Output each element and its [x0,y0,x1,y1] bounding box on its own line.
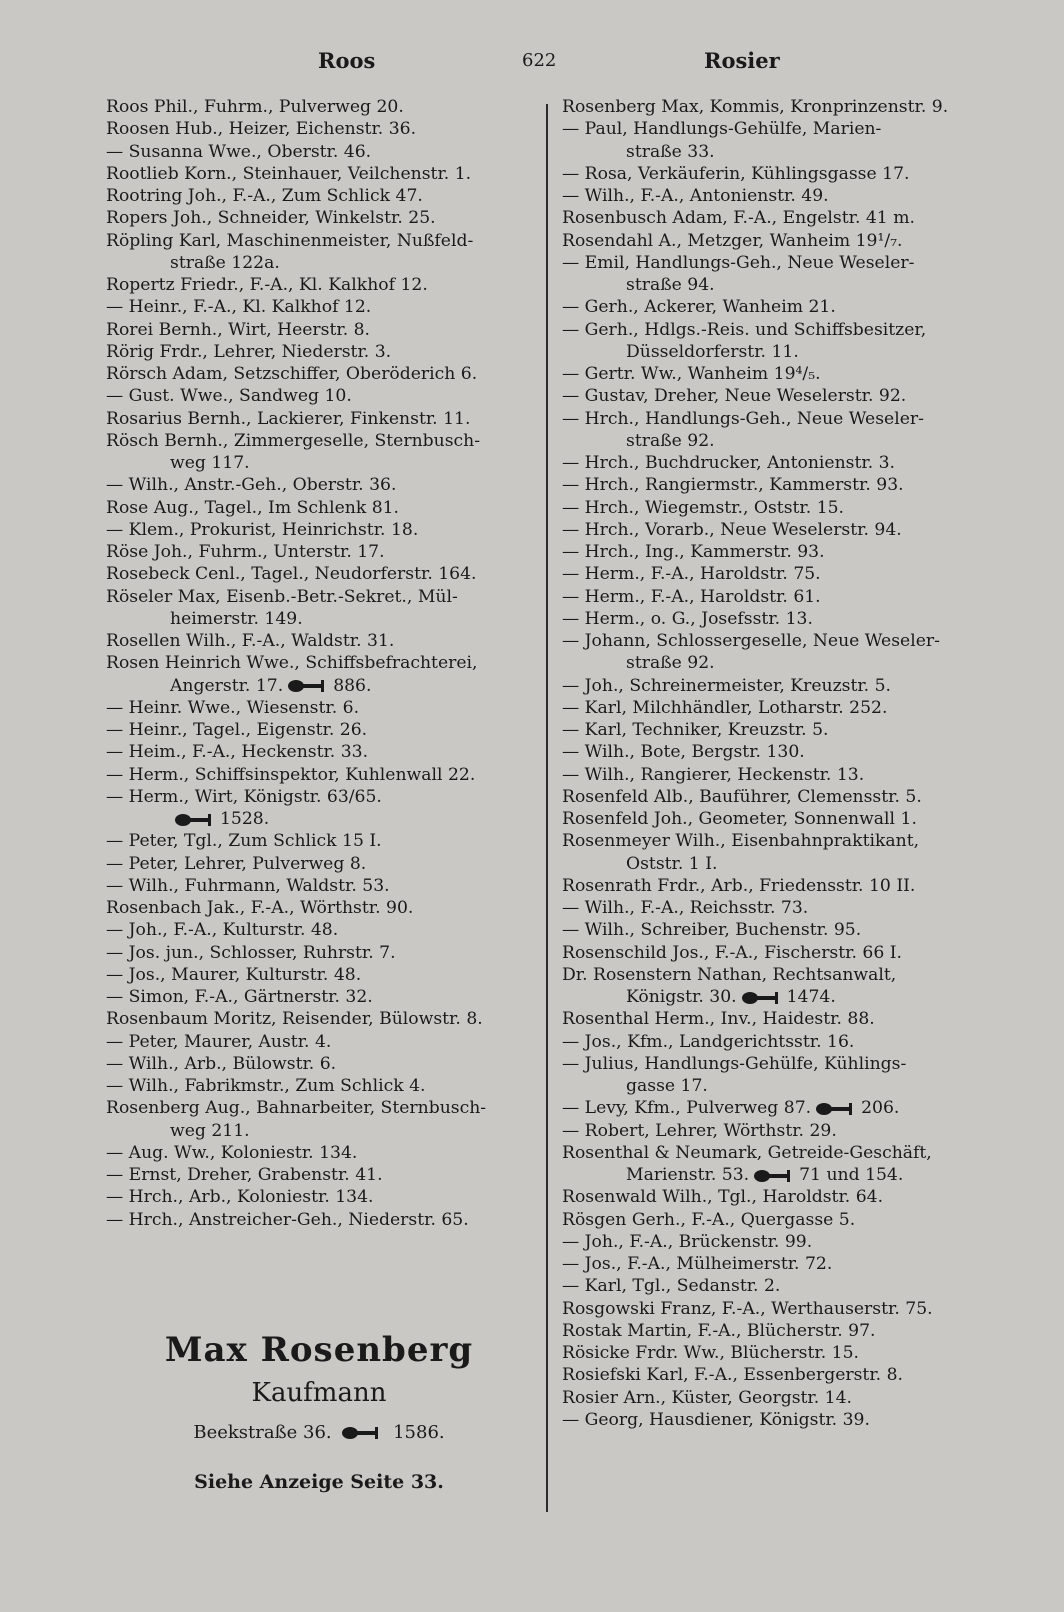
entry-text: — Jos., Maurer, Kulturstr. 48. [106,964,362,985]
entry-text: — Levy, Kfm., Pulverweg 87. [562,1098,812,1119]
directory-entry [106,630,532,652]
entry-text: Röse Joh., Fuhrm., Unterstr. 17. [106,542,385,562]
directory-entry [106,786,532,808]
entry-text: Rootring Joh., F.-A., Zum Schlick 47. [106,186,423,206]
entry-text: — Hrch., Buchdrucker, Antonienstr. 3. [562,453,896,473]
directory-entry [106,1053,532,1075]
entry-text: straße 94. [626,275,715,295]
directory-entry [562,1097,1000,1119]
entry-text: Rosenfeld Alb., Bauführer, Clemensstr. 5. [562,786,922,807]
entry-text: — Gerh., Ackerer, Wanheim 21. [562,297,836,318]
directory-entry [106,741,532,763]
directory-entry [106,430,532,452]
entry-text: heimerstr. 149. [170,608,303,629]
directory-entry [562,1186,1000,1208]
directory-entry [562,408,1000,430]
directory-entry [106,474,532,496]
entry-text: — Jos., F.-A., Mülheimerstr. 72. [562,1254,833,1274]
entry-text: — Heim., F.-A., Heckenstr. 33. [106,742,369,763]
telephone-icon [174,813,216,827]
directory-entry [106,652,532,674]
directory-entry [562,853,1000,875]
entry-text: — Herm., Wirt, Königstr. 63/65. [106,786,382,807]
entry-text: Rösicke Frdr. Ww., Blücherstr. 15. [562,1343,860,1363]
entry-text: — Hrch., Arb., Koloniestr. 134. [106,1187,374,1208]
directory-entry [562,942,1000,964]
entry-text: — Gertr. Ww., Wanheim 19⁴/₅. [562,364,821,384]
directory-entry [106,1209,532,1231]
entry-text: Marienstr. 53. [626,1165,750,1185]
telephone-icon [287,679,329,693]
entry-text: — Julius, Handlungs-Gehülfe, Kühlings- [562,1053,907,1074]
directory-entry [106,341,532,363]
ad-name: Max Rosenberg [164,1330,474,1370]
entry-text: Rosenmeyer Wilh., Eisenbahnpraktikant, [562,831,920,852]
advertisement [106,1330,532,1493]
telephone-icon [815,1102,857,1116]
entry-text: Rosendahl A., Metzger, Wanheim 19¹/₇. [562,230,903,251]
entry-text: straße 33. [626,141,715,162]
entry-text: — Gustav, Dreher, Neue Weselerstr. 92. [562,386,907,407]
directory-entry [106,497,532,519]
directory-entry [562,474,1000,496]
directory-entry [562,964,1000,986]
entry-text: Rösch Bernh., Zimmergeselle, Sternbusch- [106,430,481,451]
directory-entry [106,1142,532,1164]
entry-text: Rosenberg Aug., Bahnarbeiter, Sternbusch- [106,1098,487,1119]
directory-entry [106,1031,532,1053]
directory-entry [106,296,532,318]
directory-entry [106,942,532,964]
directory-entry [106,141,532,163]
directory-entry [562,897,1000,919]
directory-entry [562,163,1000,185]
directory-entry [562,319,1000,341]
directory-entry [562,296,1000,318]
entry-text: — Joh., F.-A., Brückenstr. 99. [562,1231,813,1252]
entry-text: Rosenberg Max, Kommis, Kronprinzenstr. 9. [562,97,949,117]
directory-entry [562,452,1000,474]
directory-entry [562,1409,1000,1431]
entry-text: gasse 17. [626,1076,708,1096]
directory-entry [562,1298,1000,1320]
directory-entry [106,1164,532,1186]
directory-entry [562,541,1000,563]
directory-entry [106,185,532,207]
entry-text: — Joh., F.-A., Kulturstr. 48. [106,920,339,941]
directory-entry [106,1120,532,1142]
directory-entry [562,1275,1000,1297]
entry-text: — Gerh., Hdlgs.-Reis. und Schiffsbesitzer, [562,319,927,340]
directory-entry [106,1186,532,1208]
directory-entry [562,1053,1000,1075]
directory-entry [562,252,1000,274]
entry-text: Röseler Max, Eisenb.-Betr.-Sekret., Mül- [106,586,458,607]
directory-entry [562,719,1000,741]
entry-text: Roos Phil., Fuhrm., Pulverweg 20. [106,97,404,117]
directory-entry [562,830,1000,852]
telephone-icon [341,1426,383,1440]
directory-entry [106,608,532,630]
entry-text: Rosenbach Jak., F.-A., Wörthstr. 90. [106,898,414,918]
directory-entry [106,586,532,608]
directory-entry [562,1231,1000,1253]
entry-text: — Klem., Prokurist, Heinrichstr. 18. [106,519,419,540]
directory-entry [562,1342,1000,1364]
entry-text: — Simon, F.-A., Gärtnerstr. 32. [106,987,373,1007]
directory-entry [562,1320,1000,1342]
entry-text: — Hrch., Ing., Kammerstr. 93. [562,542,825,562]
entry-text: Dr. Rosenstern Nathan, Rechtsanwalt, [562,964,897,985]
entry-text: — Ernst, Dreher, Grabenstr. 41. [106,1165,383,1185]
entry-text: — Karl, Milchhändler, Lotharstr. 252. [562,697,888,718]
entry-text: Oststr. 1 I. [626,853,718,874]
entry-text: Rorei Bernh., Wirt, Heerstr. 8. [106,319,371,340]
entry-text: — Heinr., Tagel., Eigenstr. 26. [106,720,368,740]
entry-text: — Heinr., F.-A., Kl. Kalkhof 12. [106,297,372,318]
directory-entry [562,630,1000,652]
directory-entry [106,207,532,229]
entry-text: — Wilh., Fabrikmstr., Zum Schlick 4. [106,1076,426,1096]
entry-text: Roosen Hub., Heizer, Eichenstr. 36. [106,119,417,140]
entry-text: — Heinr. Wwe., Wiesenstr. 6. [106,697,360,718]
directory-entry [562,185,1000,207]
directory-entry [106,385,532,407]
entry-text: Röpling Karl, Maschinenmeister, Nußfeld- [106,230,474,251]
page-header [0,48,1064,82]
directory-entry [106,230,532,252]
entry-text: Rosenfeld Joh., Geometer, Sonnenwall 1. [562,809,917,829]
entry-text: — Jos., Kfm., Landgerichtsstr. 16. [562,1031,855,1052]
entry-text: — Joh., Schreinermeister, Kreuzstr. 5. [562,675,892,696]
entry-text: straße 92. [626,653,715,674]
entry-text: — Susanna Wwe., Oberstr. 46. [106,141,372,162]
column-divider [546,104,548,1512]
entry-text: Rösgen Gerh., F.-A., Quergasse 5. [562,1209,856,1230]
directory-entry [562,341,1000,363]
entry-text: straße 92. [626,430,715,451]
directory-entry [562,786,1000,808]
directory-entry [562,586,1000,608]
entry-text: Rose Aug., Tagel., Im Schlenk 81. [106,497,400,518]
directory-entry [106,96,532,118]
directory-entry [562,986,1000,1008]
entry-phone-number: 1474. [786,987,836,1007]
entry-text: — Wilh., Schreiber, Buchenstr. 95. [562,920,862,941]
directory-entry [562,519,1000,541]
directory-entry [106,163,532,185]
header-right-keyword: Rosier [704,48,780,73]
directory-entry [106,1097,532,1119]
entry-text: — Wilh., F.-A., Reichsstr. 73. [562,898,809,918]
entry-text: Rosenbusch Adam, F.-A., Engelstr. 41 m. [562,208,915,229]
entry-text: weg 117. [170,453,250,473]
entry-text: — Robert, Lehrer, Wörthstr. 29. [562,1120,837,1141]
directory-entry [562,141,1000,163]
entry-phone-number: 206. [861,1098,900,1119]
telephone-icon [741,991,783,1005]
directory-entry [106,519,532,541]
entry-text: — Peter, Lehrer, Pulverweg 8. [106,853,367,874]
entry-text: — Peter, Tgl., Zum Schlick 15 I. [106,831,382,852]
entry-text: — Herm., Schiffsinspektor, Kuhlenwall 22. [106,764,476,785]
directory-entry [562,1120,1000,1142]
entry-text: Ropertz Friedr., F.-A., Kl. Kalkhof 12. [106,275,428,295]
directory-entry [562,1075,1000,1097]
directory-entry [562,230,1000,252]
directory-entry [106,764,532,786]
directory-entry [562,1008,1000,1030]
directory-entry [106,986,532,1008]
directory-entry [562,363,1000,385]
directory-entry [106,541,532,563]
page-number: 622 [522,50,557,71]
entry-text: — Peter, Maurer, Austr. 4. [106,1031,332,1052]
directory-entry [562,808,1000,830]
directory-entry [562,1142,1000,1164]
entry-text: Rosenthal & Neumark, Getreide-Geschäft, [562,1142,932,1163]
directory-entry [562,1209,1000,1231]
directory-entry [562,764,1000,786]
entry-text: — Hrch., Vorarb., Neue Weselerstr. 94. [562,519,902,540]
directory-entry [106,719,532,741]
entry-text: Ropers Joh., Schneider, Winkelstr. 25. [106,208,436,229]
directory-entry [106,118,532,140]
directory-entry [562,430,1000,452]
entry-text: — Hrch., Rangiermstr., Kammerstr. 93. [562,475,904,496]
entry-text: Rosiefski Karl, F.-A., Essenbergerstr. 8. [562,1365,903,1386]
entry-text: — Jos. jun., Schlosser, Ruhrstr. 7. [106,942,396,963]
entry-text: — Paul, Handlungs-Gehülfe, Marien- [562,119,882,140]
ad-address: Beekstraße 36. [193,1422,332,1443]
entry-text: Rosenschild Jos., F.-A., Fischerstr. 66 I. [562,942,902,963]
entry-text: — Emil, Handlungs-Geh., Neue Weseler- [562,252,915,273]
directory-entry [562,652,1000,674]
directory-entry [562,274,1000,296]
entry-text: — Gust. Wwe., Sandweg 10. [106,386,352,407]
directory-entry [562,497,1000,519]
directory-entry [106,363,532,385]
telephone-icon [753,1169,795,1183]
ad-address-line [106,1422,532,1443]
entry-text: Rosebeck Cenl., Tagel., Neudorferstr. 164. [106,564,477,585]
entry-text: — Karl, Tgl., Sedanstr. 2. [562,1276,781,1297]
entry-text: Rosgowski Franz, F.-A., Werthauserstr. 75. [562,1298,933,1319]
entry-text: — Wilh., F.-A., Antonienstr. 49. [562,186,829,206]
directory-entry [106,919,532,941]
entry-text: — Aug. Ww., Koloniestr. 134. [106,1142,358,1163]
entry-text: weg 211. [170,1120,250,1141]
directory-entry [562,1164,1000,1186]
entry-text: Rosenthal Herm., Inv., Haidestr. 88. [562,1009,875,1030]
entry-text: — Karl, Techniker, Kreuzstr. 5. [562,720,829,740]
directory-entry [106,697,532,719]
directory-entry [106,563,532,585]
directory-entry [106,808,532,830]
entry-text: — Wilh., Arb., Bülowstr. 6. [106,1053,337,1074]
ad-note: Siehe Anzeige Seite 33. [194,1471,444,1493]
entry-phone-number: 886. [333,675,372,696]
directory-entry [562,118,1000,140]
entry-text: Rörig Frdr., Lehrer, Niederstr. 3. [106,341,392,362]
entry-text: — Herm., o. G., Josefsstr. 13. [562,608,813,629]
directory-entry [562,1253,1000,1275]
directory-entry [106,274,532,296]
entry-text: Düsseldorferstr. 11. [626,341,799,362]
entry-text: — Wilh., Rangierer, Heckenstr. 13. [562,764,865,785]
directory-entry [106,875,532,897]
entry-text: straße 122a. [170,252,280,273]
entry-text: Rosen Heinrich Wwe., Schiffsbefrachterei, [106,653,478,674]
entry-text: — Hrch., Anstreicher-Geh., Niederstr. 65. [106,1209,469,1230]
entry-text: — Wilh., Bote, Bergstr. 130. [562,742,805,763]
directory-entry [106,452,532,474]
right-column [562,96,1000,1431]
entry-text: — Wilh., Fuhrmann, Waldstr. 53. [106,875,390,896]
entry-text: Königstr. 30. [626,987,737,1007]
entry-text: Rosier Arn., Küster, Georgstr. 14. [562,1387,853,1408]
entry-text: — Hrch., Wiegemstr., Oststr. 15. [562,497,845,518]
entry-text: — Georg, Hausdiener, Königstr. 39. [562,1409,870,1430]
entry-text: Rosenbaum Moritz, Reisender, Bülowstr. 8. [106,1009,483,1030]
entry-text: Rörsch Adam, Setzschiffer, Oberöderich 6. [106,364,478,384]
left-column [106,96,532,1231]
directory-entry [562,1364,1000,1386]
directory-entry [562,1387,1000,1409]
directory-entry [106,319,532,341]
entry-text: — Wilh., Anstr.-Geh., Oberstr. 36. [106,475,397,496]
entry-text: — Hrch., Handlungs-Geh., Neue Weseler- [562,408,924,429]
directory-entry [562,385,1000,407]
directory-entry [106,897,532,919]
entry-text: — Herm., F.-A., Haroldstr. 75. [562,564,821,585]
entry-text: Rosarius Bernh., Lackierer, Finkenstr. 11. [106,408,471,429]
directory-entry [106,1075,532,1097]
directory-entry [562,875,1000,897]
entry-phone-number: 71 und 154. [799,1165,904,1185]
directory-entry [562,1031,1000,1053]
entry-phone-number: 1528. [220,809,270,829]
directory-entry [562,608,1000,630]
directory-entry [562,741,1000,763]
directory-entry [562,563,1000,585]
directory-entry [562,96,1000,118]
entry-text: — Johann, Schlossergeselle, Neue Weseler- [562,631,940,651]
entry-text: — Herm., F.-A., Haroldstr. 61. [562,586,821,607]
entry-text: Rootlieb Korn., Steinhauer, Veilchenstr. 1. [106,163,472,184]
directory-entry [562,207,1000,229]
entry-text: Rostak Martin, F.-A., Blücherstr. 97. [562,1320,876,1341]
entry-text: Rosenwald Wilh., Tgl., Haroldstr. 64. [562,1187,884,1208]
directory-entry [106,830,532,852]
directory-entry [106,853,532,875]
directory-entry [106,252,532,274]
directory-entry [562,697,1000,719]
directory-entry [106,408,532,430]
directory-entry [562,675,1000,697]
directory-entry [562,919,1000,941]
directory-entry [106,675,532,697]
entry-text: Angerstr. 17. [170,675,284,696]
entry-text: — Rosa, Verkäuferin, Kühlingsgasse 17. [562,163,910,184]
entry-text: Rosenrath Frdr., Arb., Friedensstr. 10 II. [562,875,916,896]
directory-entry [106,1008,532,1030]
header-left-keyword: Roos [318,48,376,73]
ad-title: Kaufmann [251,1378,387,1408]
directory-entry [106,964,532,986]
ad-phone: 1586. [393,1422,445,1443]
entry-text: Rosellen Wilh., F.-A., Waldstr. 31. [106,631,395,651]
